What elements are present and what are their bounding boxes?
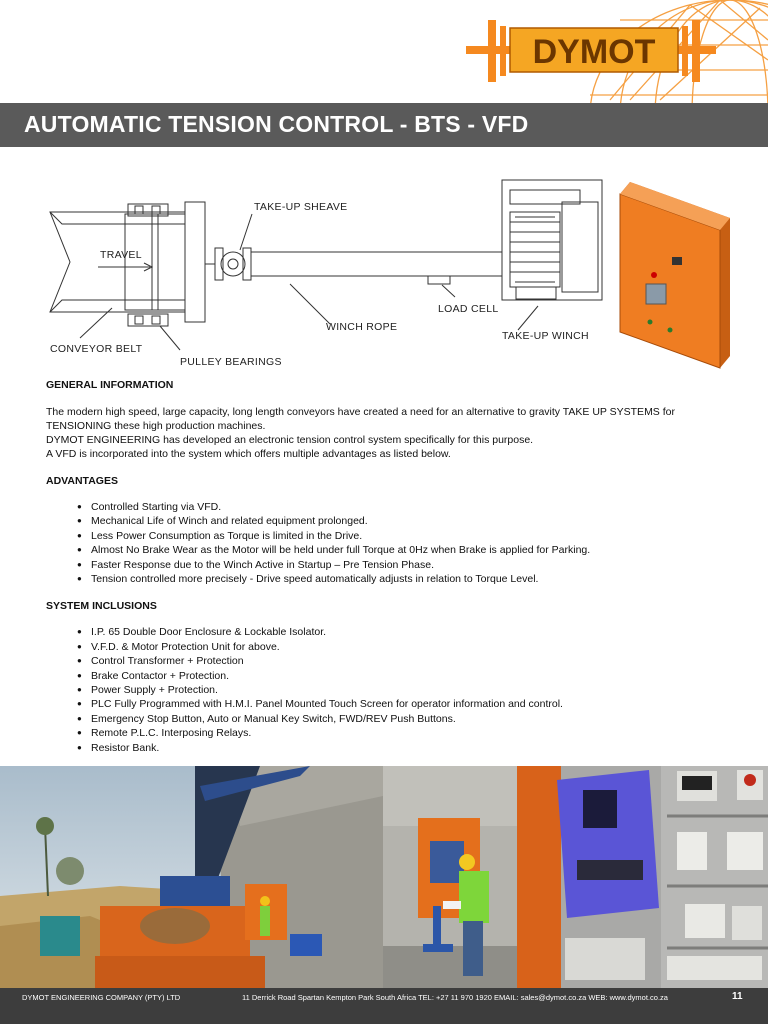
page-footer [0, 988, 768, 1024]
label-conveyor-belt: CONVEYOR BELT [50, 343, 143, 355]
list-item: ● Controlled Starting via VFD. [46, 500, 736, 514]
label-pulley-bearings: PULLEY BEARINGS [180, 356, 282, 368]
photo-technician-panel [383, 766, 517, 988]
general-paragraph [46, 405, 736, 461]
list-item: ● Brake Contactor + Protection. [46, 669, 736, 683]
list-item: ● Faster Response due to the Winch Active in Startup – Pre Tension Phase. [46, 558, 736, 572]
label-load-cell: LOAD CELL [438, 303, 499, 315]
list-item: ● Mechanical Life of Winch and related equipment prolonged. [46, 514, 736, 528]
list-item: ● I.P. 65 Double Door Enclosure & Lockable Isolator. [46, 625, 736, 639]
label-take-up-winch: TAKE-UP WINCH [502, 330, 589, 342]
diagram-graphic [40, 172, 740, 372]
logo-text: DYMOT [532, 33, 656, 71]
label-travel: TRAVEL [100, 249, 142, 261]
page-number: 11 [732, 991, 743, 1002]
title-bar [0, 103, 768, 147]
inclusions-list [46, 625, 736, 755]
photo-site-winch [0, 766, 383, 988]
list-item: ● Tension controlled more precisely - Drive speed automatically adjusts in relation to Torque Level. [46, 572, 736, 586]
footer-company: DYMOT ENGINEERING COMPANY (PTY) LTD [22, 993, 181, 1002]
photo-vfd-cabinet [517, 766, 768, 988]
general-line: DYMOT ENGINEERING has developed an electronic tension control system specifically for this purpose. [46, 434, 534, 446]
label-take-up-sheave: TAKE-UP SHEAVE [254, 201, 348, 213]
advantages-list [46, 500, 736, 586]
page-content [46, 378, 736, 755]
general-line: TENSIONING these high production machines. [46, 420, 266, 432]
list-item: ● PLC Fully Programmed with H.M.I. Panel Mounted Touch Screen for operator information and control. [46, 697, 736, 711]
logo-globe-graphic [460, 0, 768, 104]
list-item: ● Remote P.L.C. Interposing Relays. [46, 726, 736, 740]
photo-strip [0, 766, 768, 988]
advantages-heading: ADVANTAGES [46, 475, 118, 487]
list-item: ● Control Transformer + Protection [46, 654, 736, 668]
label-winch-rope: WINCH ROPE [326, 321, 398, 333]
dymot-logo [460, 0, 768, 104]
list-item: ● Almost No Brake Wear as the Motor will be held under full Torque at 0Hz when Brake is applied for Parking. [46, 543, 736, 557]
list-item: ● Emergency Stop Button, Auto or Manual Key Switch, FWD/REV Push Buttons. [46, 712, 736, 726]
list-item: ● Resistor Bank. [46, 741, 736, 755]
list-item: ● Less Power Consumption as Torque is limited in the Drive. [46, 529, 736, 543]
footer-contact: 11 Derrick Road Spartan Kempton Park South Africa TEL: +27 11 970 1920 EMAIL: sales@dymot.co.za WEB: www.dymot.co.za [242, 993, 668, 1002]
page-title: AUTOMATIC TENSION CONTROL - BTS - VFD [24, 111, 529, 137]
general-line: The modern high speed, large capacity, long length conveyors have created a need for an alternative to gravity TAKE UP SYSTEMS for [46, 406, 675, 418]
list-item: ● V.F.D. & Motor Protection Unit for above. [46, 640, 736, 654]
inclusions-heading: SYSTEM INCLUSIONS [46, 600, 157, 613]
tension-diagram [40, 172, 740, 372]
list-item: ● Power Supply + Protection. [46, 683, 736, 697]
general-heading: GENERAL INFORMATION [46, 379, 174, 391]
general-line: A VFD is incorporated into the system which offers multiple advantages as listed below. [46, 448, 451, 460]
